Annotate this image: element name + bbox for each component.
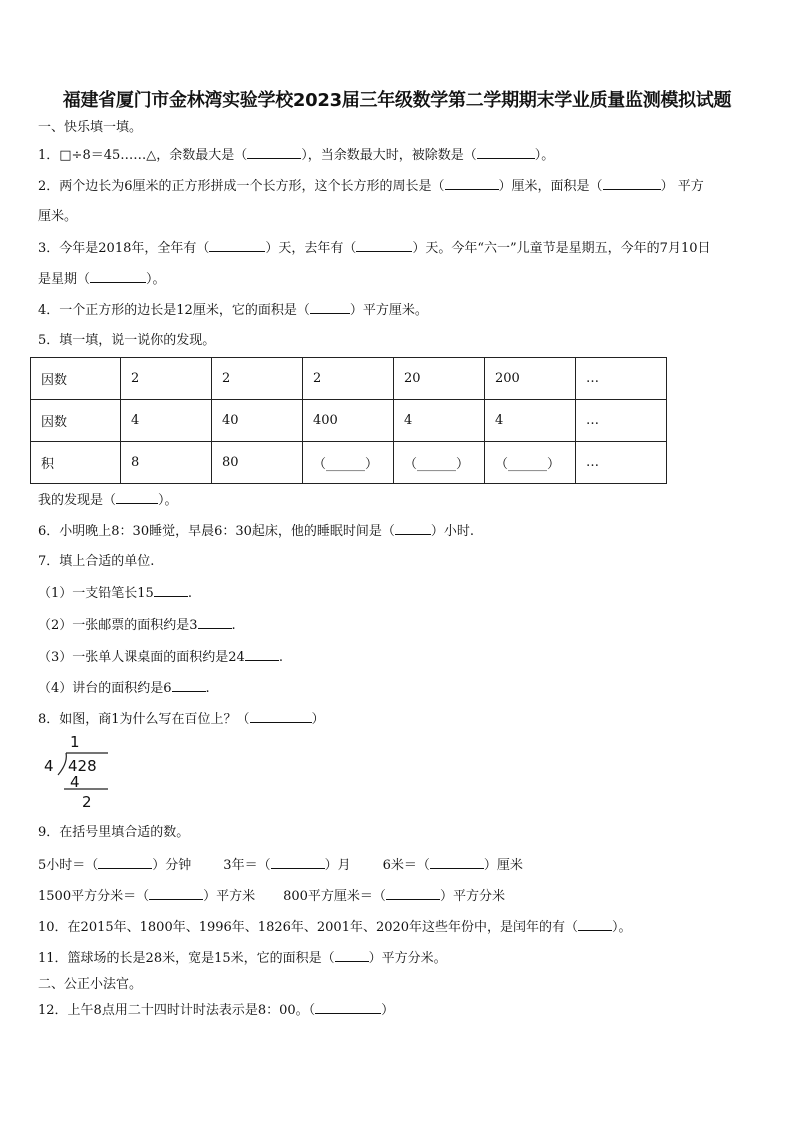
question-3: 3．今年是2018年，全年有（ ）天，去年有（ ）天。今年“六一”儿童节是星期五，今年的7月10日 bbox=[38, 241, 711, 256]
section-heading-2: 二、公正小法官。 bbox=[38, 977, 143, 992]
table-cell: 20 bbox=[394, 358, 485, 400]
question-7-item: （3）一张单人课桌面的面积约是24 . bbox=[38, 650, 283, 665]
question-6: 6．小明晚上8：30睡觉，早晨6：30起床，他的睡眠时间是（ ）小时. bbox=[38, 524, 475, 539]
table-row bbox=[31, 442, 667, 484]
long-division-figure bbox=[40, 733, 120, 813]
table-cell[interactable]: （______） bbox=[485, 442, 576, 484]
answer-blank[interactable] bbox=[445, 177, 499, 190]
table-cell: … bbox=[576, 400, 667, 442]
question-2: 2．两个边长为6厘米的正方形拼成一个长方形，这个长方形的周长是（ ）厘米，面积是（ ） 平方 bbox=[38, 179, 704, 194]
question-4: 4．一个正方形的边长是12厘米，它的面积是（ ）平方厘米。 bbox=[38, 303, 428, 318]
question-7-item: （4）讲台的面积约是6 . bbox=[38, 681, 210, 696]
question-2-cont: 厘米。 bbox=[38, 209, 78, 224]
question-7-item: （2）一张邮票的面积约是3 . bbox=[38, 618, 236, 633]
answer-blank[interactable] bbox=[172, 679, 206, 692]
table-row-header: 积 bbox=[31, 442, 121, 484]
answer-blank[interactable] bbox=[310, 301, 350, 314]
question-12: 12．上午8点用二十四时计时法表示是8：00。（ ） bbox=[38, 1003, 395, 1018]
question-9-row-1: 5小时＝（ ）分钟 3年＝（ ）月 6米＝（ ）厘米 bbox=[38, 858, 523, 873]
answer-blank[interactable] bbox=[603, 177, 661, 190]
answer-blank[interactable] bbox=[386, 887, 440, 900]
division-product: 4 bbox=[70, 773, 80, 791]
question-9-row-2: 1500平方分米＝（ ）平方米 800平方厘米＝（ ）平方分米 bbox=[38, 889, 505, 904]
answer-blank[interactable] bbox=[116, 491, 158, 504]
table-cell: 80 bbox=[212, 442, 303, 484]
table-cell: 400 bbox=[303, 400, 394, 442]
table-row-header: 因数 bbox=[31, 400, 121, 442]
answer-blank[interactable] bbox=[247, 146, 301, 159]
table-cell: 2 bbox=[212, 358, 303, 400]
table-cell: 8 bbox=[121, 442, 212, 484]
table-cell: 40 bbox=[212, 400, 303, 442]
answer-blank[interactable] bbox=[356, 239, 412, 252]
table-cell: … bbox=[576, 358, 667, 400]
answer-blank[interactable] bbox=[477, 146, 535, 159]
answer-blank[interactable] bbox=[430, 856, 484, 869]
section-heading-1: 一、快乐填一填。 bbox=[38, 120, 143, 135]
division-divisor: 4 bbox=[44, 757, 54, 775]
answer-blank[interactable] bbox=[250, 710, 312, 723]
answer-blank[interactable] bbox=[395, 522, 431, 535]
factor-product-table bbox=[30, 357, 667, 484]
answer-blank[interactable] bbox=[198, 616, 232, 629]
question-8: 8．如图，商1为什么写在百位上？（ ） bbox=[38, 712, 325, 727]
table-cell[interactable]: （______） bbox=[394, 442, 485, 484]
table-cell: 4 bbox=[485, 400, 576, 442]
question-7: 7．填上合适的单位. bbox=[38, 554, 155, 569]
division-remainder: 2 bbox=[82, 793, 92, 811]
answer-blank[interactable] bbox=[149, 887, 203, 900]
division-dividend: 428 bbox=[68, 757, 97, 775]
question-11: 11．篮球场的长是28米，宽是15米，它的面积是（ ）平方分米。 bbox=[38, 951, 447, 966]
answer-blank[interactable] bbox=[315, 1001, 381, 1014]
table-cell: 2 bbox=[121, 358, 212, 400]
question-10: 10．在2015年、1800年、1996年、1826年、2001年、2020年这些年份中，是闰年的有（ ）。 bbox=[38, 920, 632, 935]
table-cell: 4 bbox=[121, 400, 212, 442]
answer-blank[interactable] bbox=[271, 856, 325, 869]
answer-blank[interactable] bbox=[209, 239, 265, 252]
answer-blank[interactable] bbox=[98, 856, 152, 869]
answer-blank[interactable] bbox=[154, 584, 188, 597]
table-row bbox=[31, 400, 667, 442]
answer-blank[interactable] bbox=[578, 918, 612, 931]
question-3-cont: 是星期（ ）。 bbox=[38, 272, 166, 287]
question-9: 9．在括号里填合适的数。 bbox=[38, 825, 190, 840]
answer-blank[interactable] bbox=[90, 270, 146, 283]
division-quotient: 1 bbox=[70, 733, 80, 751]
question-7-item: （1）一支铅笔长15 . bbox=[38, 586, 192, 601]
question-1: 1．□÷8＝45……△，余数最大是（ ），当余数最大时，被除数是（ ）。 bbox=[38, 148, 555, 163]
table-row bbox=[31, 358, 667, 400]
table-cell[interactable]: （______） bbox=[303, 442, 394, 484]
table-cell: 200 bbox=[485, 358, 576, 400]
table-cell: … bbox=[576, 442, 667, 484]
table-cell: 2 bbox=[303, 358, 394, 400]
answer-blank[interactable] bbox=[335, 949, 369, 962]
table-row-header: 因数 bbox=[31, 358, 121, 400]
answer-blank[interactable] bbox=[245, 648, 279, 661]
question-5-finding: 我的发现是（ ）。 bbox=[38, 493, 178, 508]
table-cell: 4 bbox=[394, 400, 485, 442]
page-title: 福建省厦门市金林湾实验学校2023届三年级数学第二学期期末学业质量监测模拟试题 bbox=[62, 90, 732, 111]
question-5: 5．填一填，说一说你的发现。 bbox=[38, 333, 216, 348]
